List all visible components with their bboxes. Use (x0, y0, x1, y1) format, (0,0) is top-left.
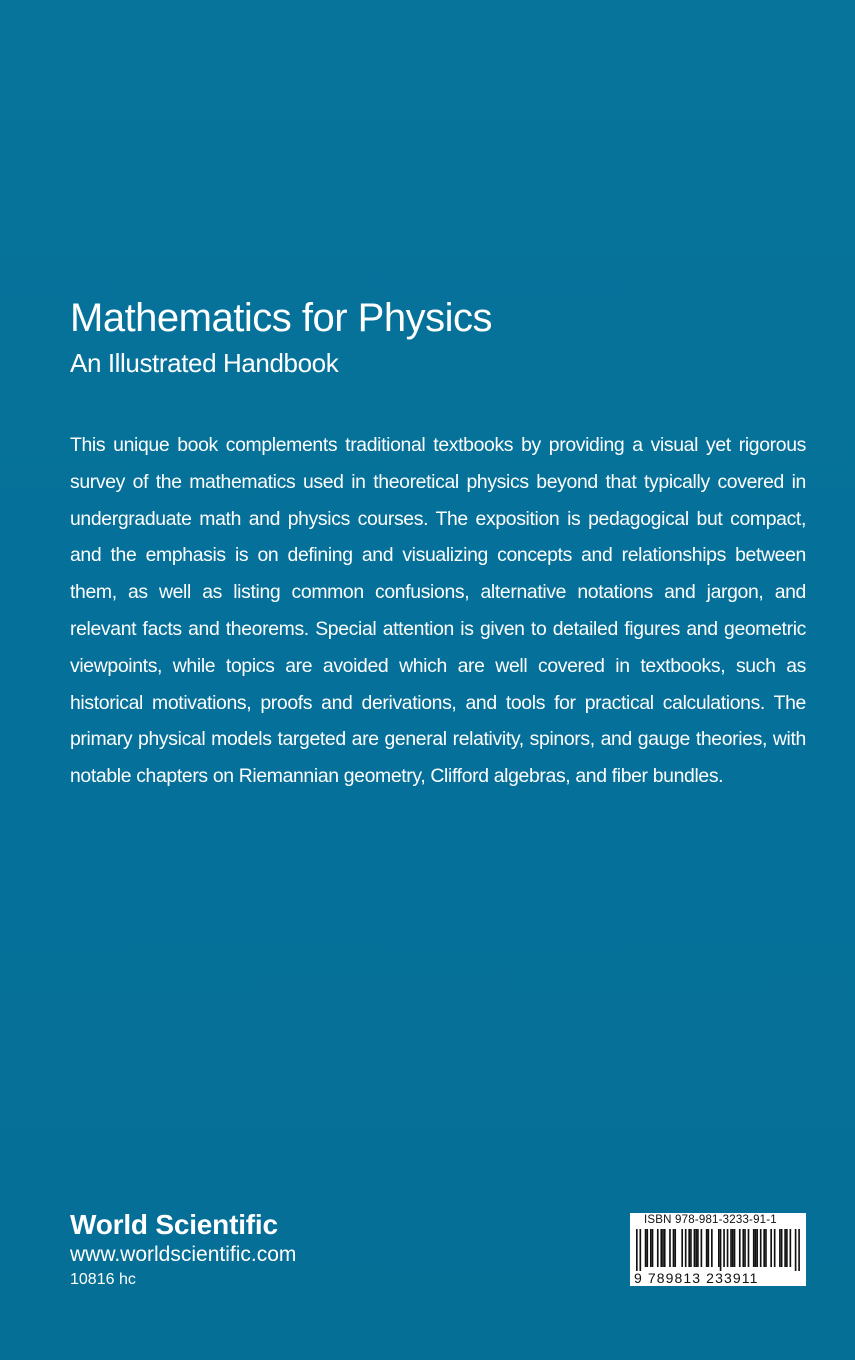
barcode-bar (770, 1229, 772, 1267)
barcode-bar (755, 1229, 757, 1267)
barcode-bar (774, 1229, 776, 1267)
barcode-bar (664, 1229, 666, 1267)
barcode-bar (723, 1229, 725, 1267)
barcode-bar (662, 1229, 664, 1267)
barcode-bar (688, 1229, 690, 1267)
barcode-bar (660, 1229, 662, 1267)
barcode-bar (711, 1229, 713, 1267)
isbn-label: ISBN 978-981-3233-91-1 (644, 1214, 777, 1226)
barcode-bar (779, 1229, 781, 1267)
barcode-bar (706, 1229, 708, 1267)
barcode-bar (697, 1229, 699, 1267)
barcode-bar (730, 1229, 732, 1267)
barcode-bar (756, 1229, 758, 1267)
barcode-bar (646, 1229, 648, 1267)
barcode-digits: 9 789813 233911 (634, 1270, 759, 1286)
barcode-bar (650, 1229, 652, 1267)
barcode-bar (674, 1229, 676, 1267)
barcode-bar (732, 1229, 734, 1267)
barcode-bar (734, 1229, 736, 1267)
publisher-url: www.worldscientific.com (70, 1243, 297, 1266)
barcode-bar (795, 1229, 797, 1271)
barcode-bar (681, 1229, 683, 1267)
barcode-bar (748, 1229, 750, 1267)
barcode-bar (742, 1229, 744, 1267)
barcode-bar (669, 1229, 671, 1267)
barcode-bar (739, 1229, 741, 1267)
barcode-bar (652, 1229, 654, 1267)
barcode-bar (673, 1229, 675, 1267)
book-description: This unique book complements traditional textbooks by providing a visual yet rigorous survey of the mathematics used in theoretical physics beyond that typically covered in undergraduate math and physics courses. The exposition is pedagogical but compact, and the emphasis is on defining and visualizing concepts and relationships between them, as well as listing common confusions, alternative notations and jargon, and relevant facts and theorems. Special attention is given to detailed figures and geometric viewpoints, while topics are avoided which are well covered in textbooks, such as historical motivations, proofs and derivations, and tools for practical calculations. The primary physical models targeted are general relativity, spinors, and gauge theories, with notable chapters on Riemannian geometry, Clifford algebras, and fiber bundles. (70, 434, 806, 788)
barcode-bar (708, 1229, 710, 1267)
barcode-bar (639, 1229, 641, 1271)
barcode-bars (636, 1229, 800, 1271)
publisher-block (70, 1208, 296, 1292)
barcode-bar (645, 1229, 647, 1267)
barcode-bar (694, 1229, 696, 1267)
barcode-bar (790, 1229, 792, 1267)
barcode-bar (685, 1229, 687, 1267)
barcode-bar (727, 1229, 729, 1267)
barcode-bar (657, 1229, 659, 1267)
isbn-barcode (630, 1213, 806, 1286)
publisher-name: World Scientific (70, 1209, 278, 1240)
barcode-bar (763, 1229, 765, 1267)
barcode-bar (695, 1229, 697, 1267)
book-subtitle: An Illustrated Handbook (70, 348, 339, 378)
barcode-bar (718, 1229, 720, 1267)
product-code: 10816 hc (70, 1271, 136, 1288)
barcode-bar (786, 1229, 788, 1267)
barcode-bar (784, 1229, 786, 1267)
barcode-bar (690, 1229, 692, 1267)
barcode-bar (753, 1229, 755, 1267)
barcode-bar (701, 1229, 703, 1267)
barcode-bar (781, 1229, 783, 1267)
barcode-bar (720, 1229, 722, 1271)
barcode-bar (744, 1229, 746, 1267)
barcode-bar (798, 1229, 800, 1271)
barcode-bar (760, 1229, 762, 1267)
book-title: Mathematics for Physics (70, 296, 492, 340)
barcode-bar (765, 1229, 767, 1267)
barcode-bar (636, 1229, 638, 1271)
